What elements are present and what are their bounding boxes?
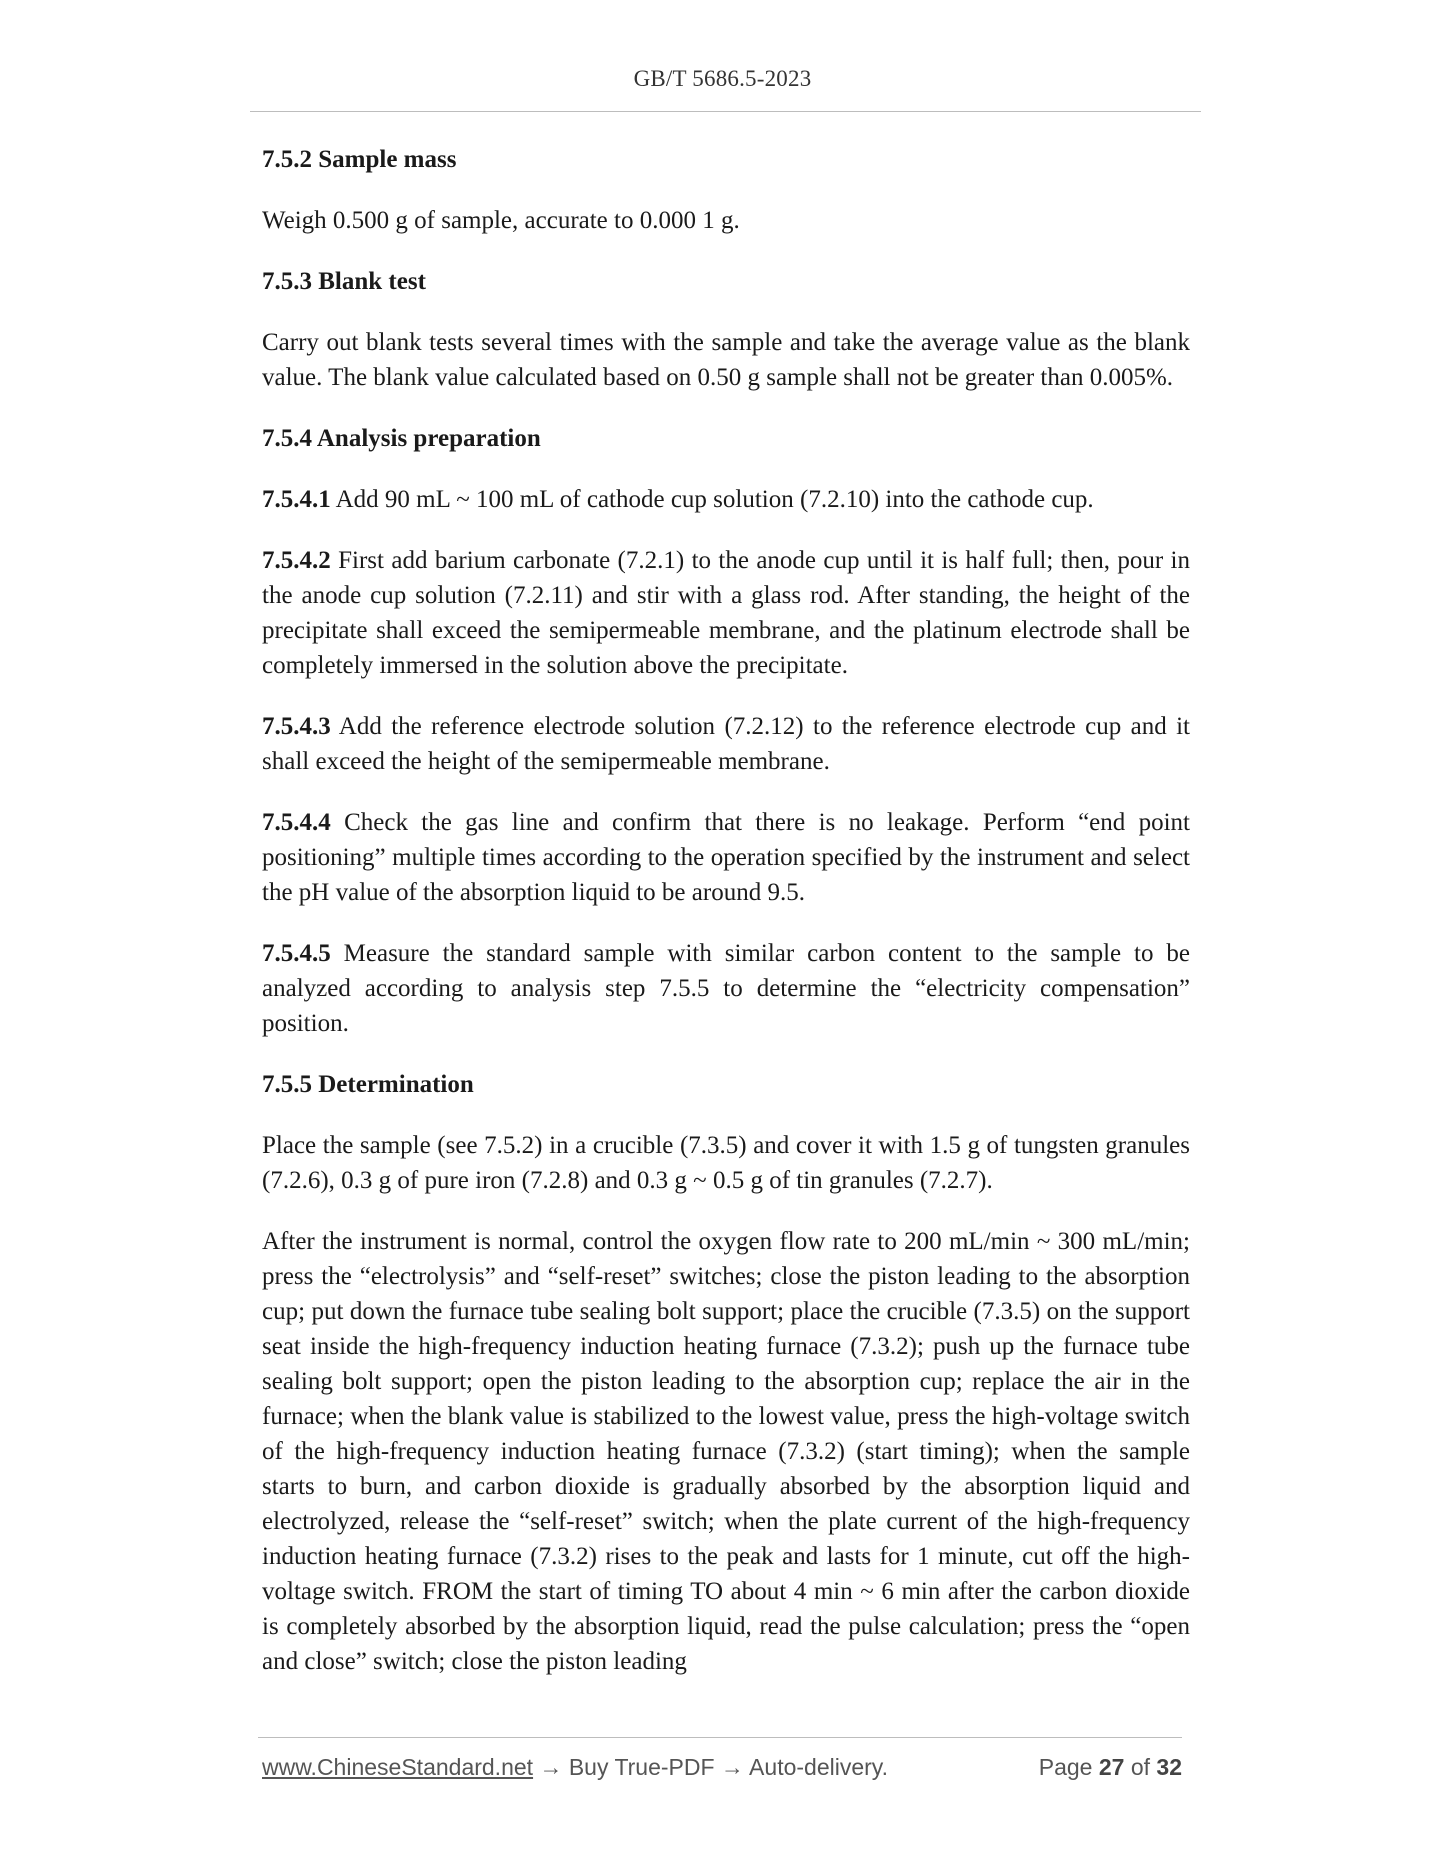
clause-number: 7.5.4.4 <box>262 809 331 836</box>
section-heading-7-5-5: 7.5.5 Determination <box>262 1071 474 1098</box>
clause-text: Check the gas line and confirm that there is no leakage. Perform “end point positioning” multiple times according to the operation specified by the instrument and select the pH value of the absorption liquid to be around 9.5. <box>262 809 1190 906</box>
clause-number: 7.5.4.2 <box>262 547 331 574</box>
paragraph-sample-mass: Weigh 0.500 g of sample, accurate to 0.000 1 g. <box>262 207 740 234</box>
clause-7-5-4-5 <box>262 936 1190 1041</box>
section-heading-7-5-3: 7.5.3 Blank test <box>262 268 426 295</box>
section-heading-7-5-4: 7.5.4 Analysis preparation <box>262 425 541 452</box>
page-of: of <box>1130 1754 1151 1780</box>
page-current: 27 <box>1098 1754 1125 1780</box>
clause-7-5-4-4 <box>262 805 1190 910</box>
paragraph-determination-2: After the instrument is normal, control the oxygen flow rate to 200 mL/min ~ 300 mL/min; press the “electrolysis” and “self-reset” switches; close the piston leading to the absorption cup; put down the furnace tube sealing bolt support; place the crucible (7.3.5) on the support seat inside the high-frequency induction heating furnace (7.3.2); push up the furnace tube sealing bolt support; open the piston leading to the absorption cup; replace the air in the furnace; when the blank value is stabilized to the lowest value, press the high-voltage switch of the high-frequency induction heating furnace (7.3.2) (start timing); when the sample starts to burn, and carbon dioxide is gradually absorbed by the absorption liquid and electrolyzed, release the “self-reset” switch; when the plate current of the high-frequency induction heating furnace (7.3.2) rises to the peak and lasts for 1 minute, cut off the high-voltage switch. FROM the start of timing TO about 4 min ~ 6 min after the carbon dioxide is completely absorbed by the absorption liquid, read the pulse calculation; press the “open and close” switch; close the piston leading <box>262 1228 1190 1675</box>
page-label: Page <box>1038 1754 1093 1780</box>
header-divider <box>250 111 1201 112</box>
clause-text: Add 90 mL ~ 100 mL of cathode cup solution (7.2.10) into the cathode cup. <box>330 486 1094 513</box>
clause-7-5-4-1 <box>262 482 1190 517</box>
paragraph-determination-1: Place the sample (see 7.5.2) in a crucible (7.3.5) and cover it with 1.5 g of tungsten granules (7.2.6), 0.3 g of pure iron (7.2.8) and 0.3 g ~ 0.5 g of tin granules (7.2.7). <box>262 1132 1190 1194</box>
site-link[interactable]: www.ChineseStandard.net <box>262 1754 534 1780</box>
footer-divider <box>258 1737 1182 1738</box>
clause-number: 7.5.4.5 <box>262 940 331 967</box>
clause-number: 7.5.4.1 <box>262 486 331 513</box>
clause-text: Measure the standard sample with similar carbon content to the sample to be analyzed according to analysis step 7.5.5 to determine the “electricity compensation” position. <box>262 940 1190 1037</box>
clause-7-5-4-2 <box>262 543 1190 683</box>
clause-text: Add the reference electrode solution (7.2.12) to the reference electrode cup and it shall exceed the height of the semipermeable membrane. <box>262 713 1190 775</box>
paragraph-blank-test: Carry out blank tests several times with the sample and take the average value as the blank value. The blank value calculated based on 0.50 g sample shall not be greater than 0.005%. <box>262 329 1190 391</box>
clause-7-5-4-3 <box>262 709 1190 779</box>
clause-text: First add barium carbonate (7.2.1) to the anode cup until it is half full; then, pour in the anode cup solution (7.2.11) and stir with a glass rod. After standing, the height of the precipitate shall exceed the semipermeable membrane, and the platinum electrode shall be completely immersed in the solution above the precipitate. <box>262 547 1190 679</box>
page-footer <box>262 1754 1186 1781</box>
document-body <box>262 142 1190 1705</box>
clause-number: 7.5.4.3 <box>262 713 331 740</box>
promo-text: → Buy True-PDF → Auto-delivery. <box>533 1754 888 1780</box>
page-total: 32 <box>1156 1754 1182 1780</box>
page-indicator <box>1039 1754 1182 1781</box>
page-header: GB/T 5686.5-2023 <box>633 66 812 91</box>
section-heading-7-5-2: 7.5.2 Sample mass <box>262 146 457 173</box>
